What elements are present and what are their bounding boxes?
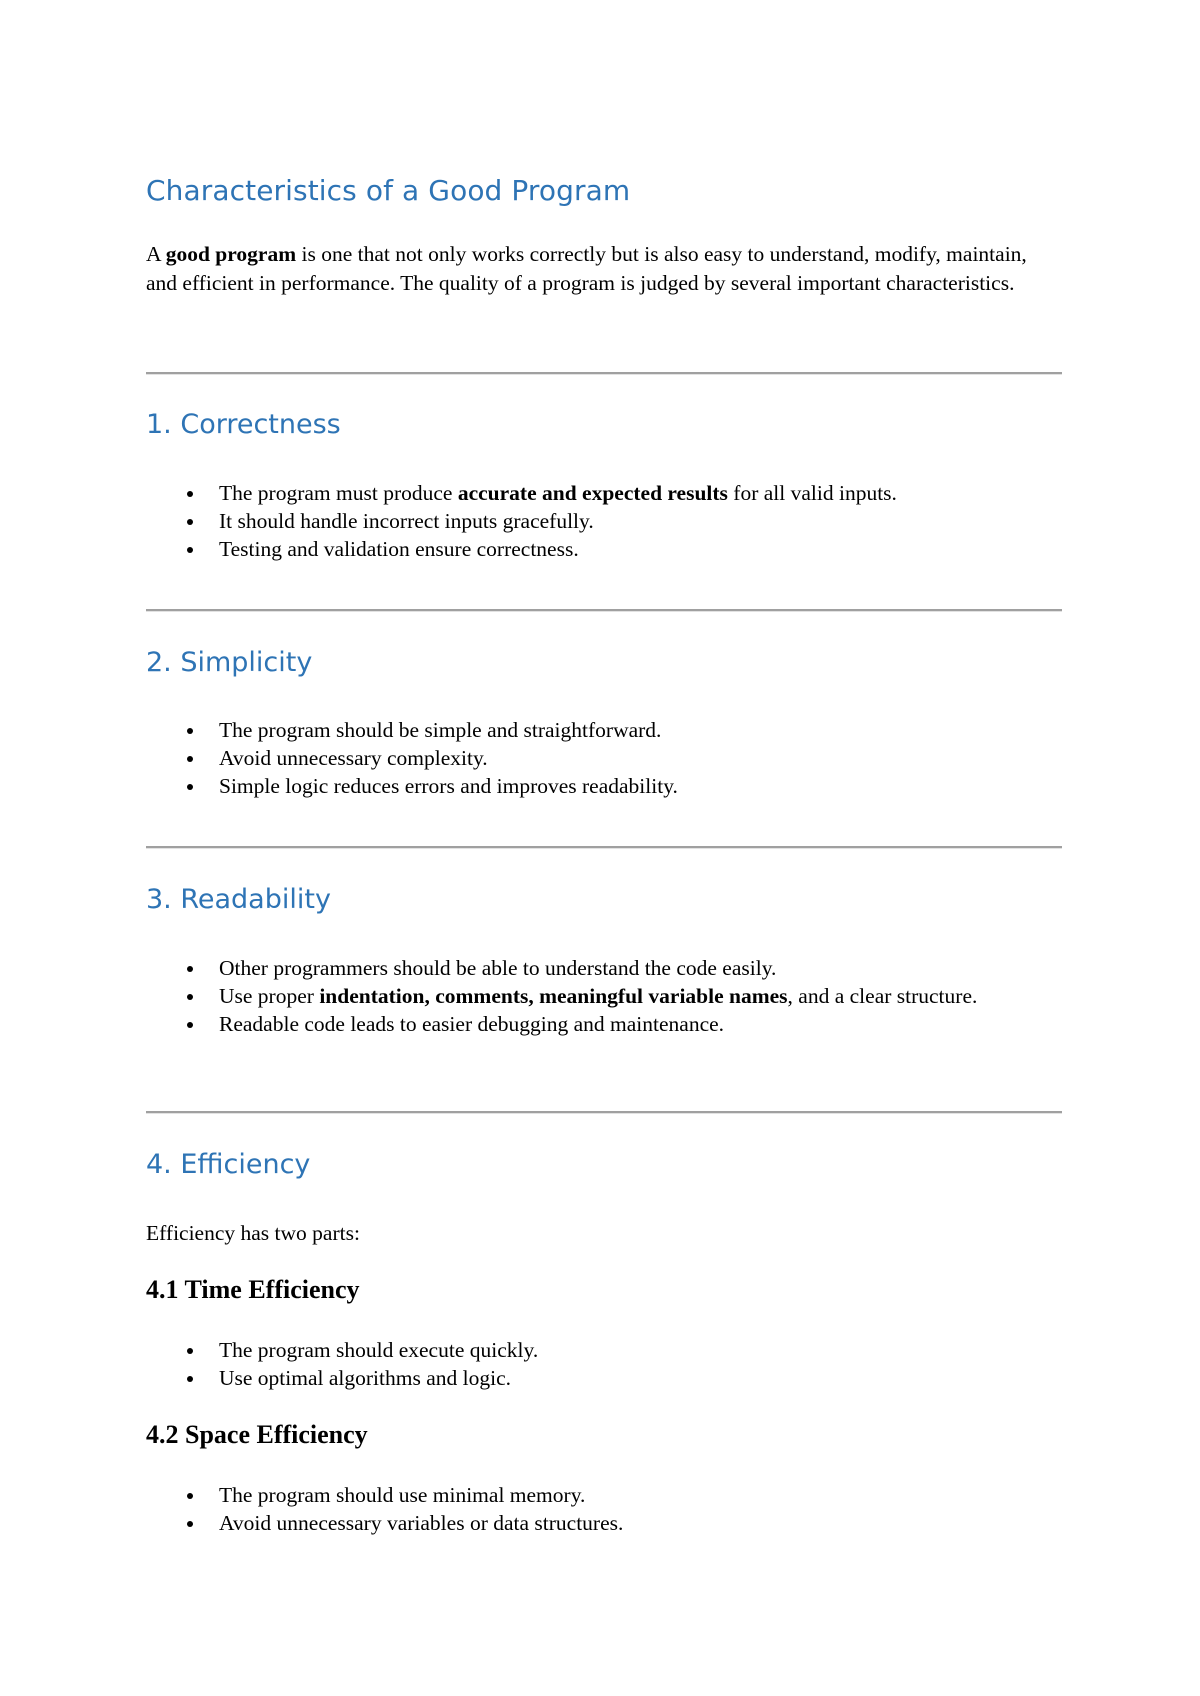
list-item-text: Readable code leads to easier debugging and maintenance. — [219, 1012, 725, 1036]
bullet-icon — [187, 1376, 193, 1382]
list-item-text: Avoid unnecessary variables or data structures. — [219, 1511, 624, 1535]
intro-text-start: A — [146, 242, 166, 266]
heading-simplicity: 2. Simplicity — [146, 647, 313, 678]
list-item-text: Use optimal algorithms and logic. — [219, 1366, 511, 1390]
simplicity-list — [146, 716, 1062, 800]
bullet-icon — [187, 1022, 193, 1028]
list-item-text: The program must produce — [219, 481, 458, 505]
bullet-icon — [187, 728, 193, 734]
heading-time-efficiency: 4.1 Time Efficiency — [146, 1275, 360, 1304]
heading-correctness: 1. Correctness — [146, 409, 341, 440]
space-efficiency-list — [146, 1481, 1062, 1537]
list-item — [146, 954, 979, 982]
list-item-text: Simple logic reduces errors and improves readability. — [219, 774, 678, 798]
list-item-bold: accurate and expected results — [457, 481, 728, 505]
heading-readability: 3. Readability — [146, 884, 331, 915]
intro-text-end: is one that not only works correctly but is also easy to understand, modify, maintain, and efficient in performance. The quality of a program is judged by several important characteristics. — [146, 242, 1027, 295]
bullet-icon — [187, 994, 193, 1000]
readability-list — [146, 954, 1062, 1038]
time-efficiency-list — [146, 1336, 1062, 1392]
list-item — [146, 535, 979, 563]
section-divider — [146, 1111, 1062, 1114]
list-item-text: , and a clear structure. — [787, 984, 978, 1008]
efficiency-intro: Efficiency has two parts: — [146, 1221, 360, 1245]
list-item-text: The program should execute quickly. — [219, 1338, 539, 1362]
list-item-text: Use proper — [219, 984, 320, 1008]
bullet-icon — [187, 784, 193, 790]
list-item — [146, 1509, 979, 1537]
bullet-icon — [187, 547, 193, 553]
bullet-icon — [187, 756, 193, 762]
section-divider — [146, 372, 1062, 375]
list-item — [146, 1481, 979, 1509]
list-item-text: Testing and validation ensure correctness. — [219, 537, 579, 561]
bullet-icon — [187, 1493, 193, 1499]
document-title: Characteristics of a Good Program — [146, 174, 631, 207]
bullet-icon — [187, 1521, 193, 1527]
list-item-text: Other programmers should be able to understand the code easily. — [219, 956, 777, 980]
list-item — [146, 716, 979, 744]
list-item — [146, 744, 979, 772]
list-item-text: The program should be simple and straightforward. — [219, 718, 662, 742]
intro-bold-term: good program — [165, 242, 297, 266]
list-item — [146, 982, 979, 1010]
bullet-icon — [187, 491, 193, 497]
list-item-text: It should handle incorrect inputs gracefully. — [219, 509, 594, 533]
bullet-icon — [187, 1348, 193, 1354]
intro-paragraph — [146, 240, 1062, 297]
list-item — [146, 1336, 979, 1364]
list-item-text: for all valid inputs. — [727, 481, 897, 505]
heading-efficiency: 4. Efficiency — [146, 1149, 311, 1180]
list-item-text: Avoid unnecessary complexity. — [219, 746, 488, 770]
list-item — [146, 479, 979, 507]
bullet-icon — [187, 519, 193, 525]
section-divider — [146, 846, 1062, 849]
list-item — [146, 507, 979, 535]
correctness-list — [146, 479, 1062, 563]
bullet-icon — [187, 966, 193, 972]
list-item — [146, 772, 979, 800]
list-item — [146, 1010, 979, 1038]
section-divider — [146, 609, 1062, 612]
heading-space-efficiency: 4.2 Space Efficiency — [146, 1420, 368, 1449]
list-item — [146, 1364, 979, 1392]
list-item-bold: indentation, comments, meaningful variable names — [319, 984, 788, 1008]
list-item-text: The program should use minimal memory. — [219, 1483, 586, 1507]
